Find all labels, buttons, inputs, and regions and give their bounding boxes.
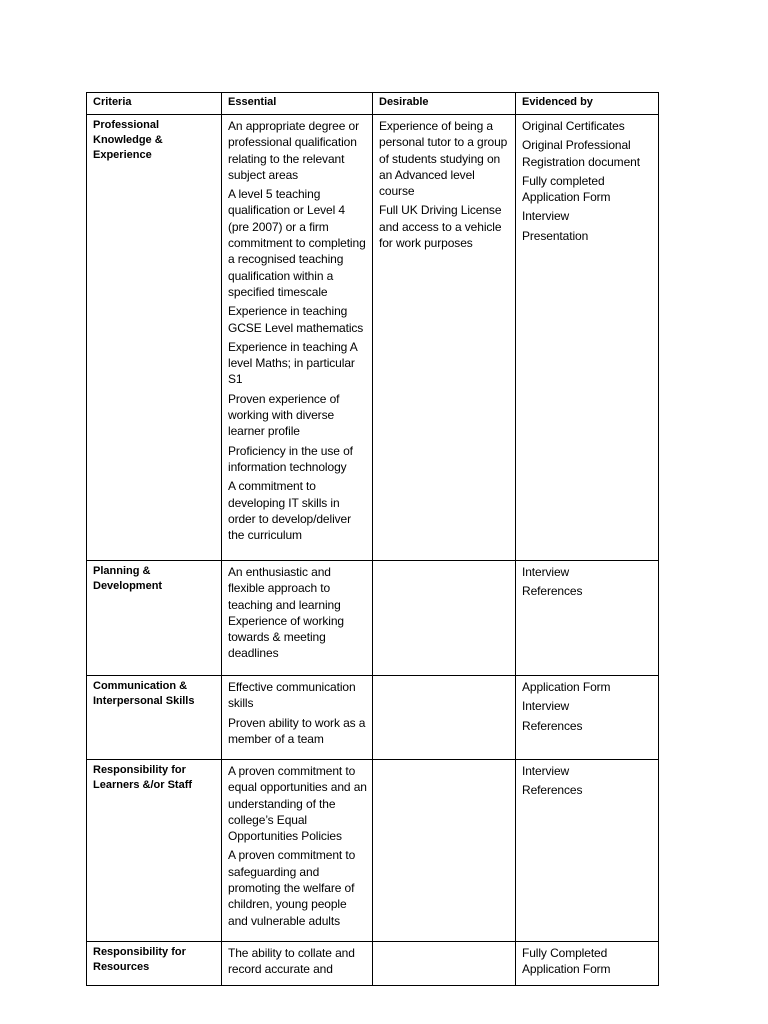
criteria-cell: Professional Knowledge & Experience [87,115,222,561]
evidenced-by-cell [516,942,659,986]
list-item: Proven experience of working with diverse learner profile [228,391,340,439]
list-item: References [522,584,583,599]
list-item: A proven commitment to equal opportunities and an understanding of the college’s Equal Opportunities Policies [228,764,367,844]
criteria-cell: Planning & Development [87,561,222,676]
criteria-cell: Responsibility for Learners &/or Staff [87,760,222,942]
essential-cell [222,561,373,676]
list-item: A commitment to developing IT skills in order to develop/deliver the curriculum [228,479,352,543]
header-criteria: Criteria [87,93,222,115]
table-row [87,115,659,561]
essential-cell [222,676,373,760]
desirable-cell [373,676,516,760]
list-item: Interview [522,565,570,579]
table-row [87,942,659,986]
criteria-cell: Responsibility for Resources [87,942,222,986]
desirable-cell [373,115,516,561]
list-item: Interview [522,699,570,714]
list-item: An enthusiastic and flexible approach to teaching and learning Experience of working towards & meeting deadlines [228,565,344,661]
list-item: Interview [522,764,570,778]
list-item: Original Professional Registration document [522,138,640,169]
list-item: Application Form [522,680,611,694]
list-item: A level 5 teaching qualification or Level 4 (pre 2007) or a firm commitment to completing a recognised teaching qualification within a specified timescale [228,187,366,299]
evidenced-by-cell [516,561,659,676]
evidenced-by-cell [516,115,659,561]
essential-cell [222,942,373,986]
person-specification-table [86,92,659,986]
essential-cell [222,115,373,561]
list-item: A proven commitment to safeguarding and promoting the welfare of children, young people and vulnerable adults [228,848,356,928]
list-item: Presentation [522,228,589,243]
list-item: Proficiency in the use of information technology [228,443,353,474]
list-item: Effective communication skills [228,680,356,711]
header-desirable: Desirable [373,93,516,115]
essential-cell [222,760,373,942]
table-header-row [87,93,659,115]
list-item: Experience of being a personal tutor to a group of students studying on an Advanced level course [379,119,508,199]
table-row [87,561,659,676]
list-item: Experience in teaching GCSE Level mathematics [228,304,364,335]
evidenced-by-cell [516,760,659,942]
list-item: Full UK Driving License and access to a vehicle for work purposes [379,203,502,251]
list-item: Fully Completed Application Form [522,946,611,977]
header-evidenced-by: Evidenced by [516,93,659,115]
list-item: An appropriate degree or professional qualification relating to the relevant subject areas [228,119,360,182]
list-item: Original Certificates [522,119,625,133]
table-row [87,676,659,760]
evidenced-by-cell [516,676,659,760]
list-item: Fully completed Application Form [522,173,611,205]
desirable-cell [373,942,516,986]
table-row [87,760,659,942]
list-item: The ability to collate and record accurate and [228,946,355,977]
list-item: Interview [522,209,570,224]
list-item: Experience in teaching A level Maths; in particular S1 [228,339,358,387]
list-item: References [522,718,583,733]
criteria-cell: Communication & Interpersonal Skills [87,676,222,760]
desirable-cell [373,561,516,676]
list-item: Proven ability to work as a member of a team [228,715,366,746]
list-item: References [522,783,583,798]
header-essential: Essential [222,93,373,115]
desirable-cell [373,760,516,942]
